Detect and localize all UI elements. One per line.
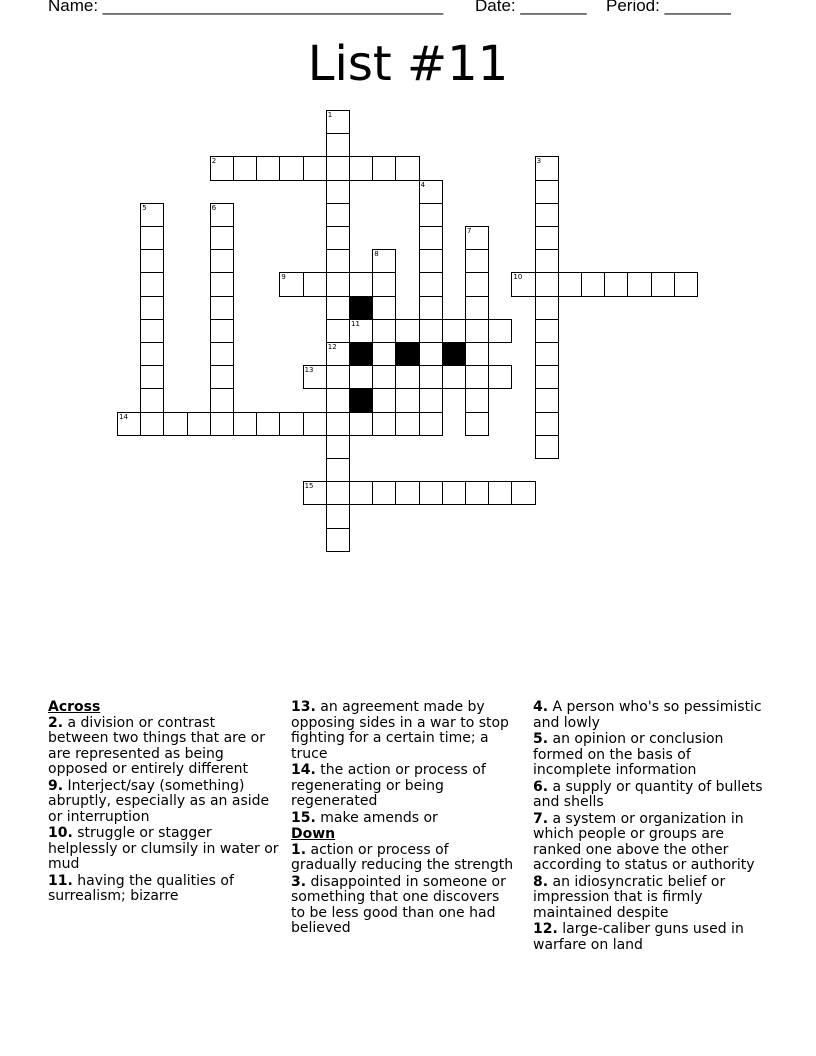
- grid-cell[interactable]: [535, 180, 559, 204]
- grid-cell[interactable]: [465, 342, 489, 366]
- grid-cell[interactable]: [372, 156, 396, 180]
- grid-cell[interactable]: [326, 365, 350, 389]
- grid-cell[interactable]: [279, 156, 303, 180]
- grid-cell[interactable]: [256, 412, 280, 436]
- grid-cell[interactable]: [465, 296, 489, 320]
- down-clue: 5. an opinion or conclusion formed on the basis of incomplete information: [533, 731, 724, 778]
- grid-cell[interactable]: [372, 388, 396, 412]
- grid-cell[interactable]: [140, 272, 164, 296]
- grid-cell[interactable]: [535, 272, 559, 296]
- grid-cell[interactable]: [465, 481, 489, 505]
- down-clue: 7. a system or organization in which people or groups are ranked one above the other according to status or authority: [533, 810, 755, 873]
- cell-number: 1: [327, 111, 333, 119]
- grid-cell[interactable]: [210, 412, 234, 436]
- grid-cell[interactable]: [349, 365, 373, 389]
- grid-cell[interactable]: [372, 319, 396, 343]
- grid-cell[interactable]: [303, 272, 327, 296]
- grid-cell[interactable]: [395, 365, 419, 389]
- grid-cell[interactable]: [210, 388, 234, 412]
- grid-cell[interactable]: [488, 365, 512, 389]
- grid-cell[interactable]: [303, 365, 327, 389]
- grid-cell[interactable]: [442, 481, 466, 505]
- grid-cell[interactable]: [372, 365, 396, 389]
- cell-number: 6: [211, 203, 217, 212]
- grid-cell[interactable]: [233, 412, 257, 436]
- grid-cell[interactable]: [419, 296, 443, 320]
- grid-cell[interactable]: [349, 481, 373, 505]
- grid-cell[interactable]: [372, 412, 396, 436]
- grid-cell[interactable]: [326, 504, 350, 528]
- cell-number: 12: [327, 343, 337, 351]
- clue-column-1: [48, 700, 280, 906]
- grid-cell[interactable]: [419, 203, 443, 227]
- grid-cell[interactable]: [326, 528, 350, 552]
- grid-cell[interactable]: [279, 272, 303, 296]
- grid-cell[interactable]: [535, 226, 559, 250]
- cell-number: 14: [119, 412, 128, 421]
- grid-cell[interactable]: [535, 435, 559, 459]
- grid-cell[interactable]: [372, 296, 396, 320]
- grid-cell[interactable]: [326, 180, 350, 204]
- grid-cell[interactable]: [419, 180, 443, 204]
- across-clue: 11. having the qualities of surrealism; bizarre: [48, 872, 234, 904]
- grid-cell[interactable]: [326, 435, 350, 459]
- down-clue: 6. a supply or quantity of bullets and shells: [533, 778, 763, 810]
- cell-number: 8: [374, 250, 379, 259]
- clue-column-2: [291, 700, 517, 938]
- down-clue: 8. an idiosyncratic belief or impression that is firmly maintained despite: [533, 873, 726, 921]
- cell-number: 9: [281, 273, 286, 282]
- across-clue: 9. Interject/say (something) abruptly, especially as an aside or interruption: [48, 777, 270, 825]
- name-field[interactable]: Name: ____________________________________: [48, 0, 444, 15]
- grid-cell[interactable]: [210, 272, 234, 296]
- grid-cell[interactable]: [210, 296, 234, 320]
- grid-cell[interactable]: [140, 203, 164, 227]
- grid-cell[interactable]: [581, 272, 605, 296]
- period-field[interactable]: Period: _______: [606, 0, 731, 15]
- grid-cell[interactable]: [326, 412, 350, 436]
- cell-number: 4: [420, 180, 426, 189]
- grid-cell[interactable]: [140, 342, 164, 366]
- cell-number: 11: [351, 319, 360, 328]
- grid-cell[interactable]: [326, 110, 350, 134]
- grid-cell[interactable]: [372, 481, 396, 505]
- grid-cell[interactable]: [419, 319, 443, 343]
- grid-cell[interactable]: [465, 319, 489, 343]
- grid-cell[interactable]: [535, 365, 559, 389]
- grid-cell[interactable]: [395, 412, 419, 436]
- across-clue: 2. a division or contrast between two things that are or are represented as being opposed or entirely different: [48, 714, 265, 777]
- grid-cell[interactable]: [349, 319, 373, 343]
- black-cell: [349, 296, 373, 320]
- grid-cell[interactable]: [395, 156, 419, 180]
- grid-cell[interactable]: [511, 272, 535, 296]
- grid-cell[interactable]: [535, 319, 559, 343]
- grid-cell[interactable]: [419, 249, 443, 273]
- grid-cell[interactable]: [465, 412, 489, 436]
- grid-cell[interactable]: [326, 481, 350, 505]
- grid-cell[interactable]: [349, 272, 373, 296]
- down-clue: 1. action or process of gradually reducing the strength: [291, 841, 514, 873]
- page-title: List #11: [307, 36, 509, 92]
- grid-cell[interactable]: [419, 365, 443, 389]
- grid-cell[interactable]: [187, 412, 211, 436]
- grid-cell[interactable]: [558, 272, 582, 296]
- down-clue: 4. A person who's so pessimistic and lowly: [533, 699, 762, 731]
- grid-cell[interactable]: [372, 249, 396, 273]
- grid-cell[interactable]: [303, 412, 327, 436]
- grid-cell[interactable]: [488, 481, 512, 505]
- grid-cell[interactable]: [140, 319, 164, 343]
- grid-cell[interactable]: [535, 296, 559, 320]
- grid-cell[interactable]: [140, 296, 164, 320]
- grid-cell[interactable]: [210, 249, 234, 273]
- grid-cell[interactable]: [117, 412, 141, 436]
- down-heading: Down: [291, 826, 336, 842]
- black-cell: [395, 342, 419, 366]
- grid-cell[interactable]: [326, 249, 350, 273]
- header: [0, 0, 816, 20]
- grid-cell[interactable]: [674, 272, 698, 296]
- cell-number: 7: [467, 227, 472, 235]
- grid-cell[interactable]: [372, 342, 396, 366]
- grid-cell[interactable]: [140, 412, 164, 436]
- grid-cell[interactable]: [465, 365, 489, 389]
- grid-cell[interactable]: [140, 226, 164, 250]
- grid-cell[interactable]: [349, 156, 373, 180]
- grid-cell[interactable]: [140, 249, 164, 273]
- grid-cell[interactable]: [326, 203, 350, 227]
- grid-cell[interactable]: [465, 272, 489, 296]
- date-field[interactable]: Date: _______: [475, 0, 587, 15]
- black-cell: [349, 342, 373, 366]
- grid-cell[interactable]: [326, 458, 350, 482]
- grid-cell[interactable]: [326, 296, 350, 320]
- grid-cell[interactable]: [535, 156, 559, 180]
- black-cell: [349, 388, 373, 412]
- grid-cell[interactable]: [372, 272, 396, 296]
- grid-cell[interactable]: [210, 342, 234, 366]
- grid-cell[interactable]: [488, 319, 512, 343]
- grid-cell[interactable]: [210, 156, 234, 180]
- grid-cell[interactable]: [326, 272, 350, 296]
- grid-cell[interactable]: [465, 249, 489, 273]
- grid-cell[interactable]: [419, 388, 443, 412]
- grid-cell[interactable]: [326, 388, 350, 412]
- grid-cell[interactable]: [326, 342, 350, 366]
- grid-cell[interactable]: [535, 342, 559, 366]
- grid-cell[interactable]: [442, 365, 466, 389]
- grid-cell[interactable]: [163, 412, 187, 436]
- grid-cell[interactable]: [604, 272, 628, 296]
- grid-cell[interactable]: [140, 388, 164, 412]
- grid-cell[interactable]: [279, 412, 303, 436]
- grid-cell[interactable]: [535, 249, 559, 273]
- grid-cell[interactable]: [651, 272, 675, 296]
- cell-number: 13: [304, 366, 314, 375]
- grid-cell[interactable]: [326, 226, 350, 250]
- grid-cell[interactable]: [326, 133, 350, 157]
- down-clue: 3. disappointed in someone or something that one discovers to be less good than one had believed: [291, 873, 506, 936]
- grid-cell[interactable]: [326, 156, 350, 180]
- grid-cell[interactable]: [303, 156, 327, 180]
- clue-column-3: [533, 700, 765, 954]
- grid-cell[interactable]: [303, 481, 327, 505]
- grid-cell[interactable]: [256, 156, 280, 180]
- black-cell: [442, 342, 466, 366]
- grid-cell[interactable]: [395, 481, 419, 505]
- grid-cell[interactable]: [395, 319, 419, 343]
- grid-cell[interactable]: [442, 319, 466, 343]
- grid-cell[interactable]: [210, 226, 234, 250]
- grid-cell[interactable]: [140, 365, 164, 389]
- cell-number: 5: [142, 203, 147, 212]
- grid-cell[interactable]: [465, 226, 489, 250]
- across-heading: Across: [48, 699, 101, 715]
- grid-cell[interactable]: [535, 203, 559, 227]
- grid-cell[interactable]: [511, 481, 535, 505]
- down-clue: 12. large-caliber guns used in warfare on land: [533, 921, 744, 953]
- grid-cell[interactable]: [535, 412, 559, 436]
- grid-cell[interactable]: [210, 203, 234, 227]
- across-clue: 14. the action or process of regenerating or being regenerated: [291, 762, 486, 809]
- grid-cell[interactable]: [535, 388, 559, 412]
- across-clue: 13. an agreement made by opposing sides in a war to stop fighting for a certain time; a truce: [291, 699, 509, 762]
- cell-number: 15: [304, 482, 314, 491]
- across-clue: 10. struggle or stagger helplessly or clumsily in water or mud: [48, 825, 279, 872]
- grid-cell[interactable]: [419, 481, 443, 505]
- grid-cell[interactable]: [210, 319, 234, 343]
- grid-cell[interactable]: [210, 365, 234, 389]
- grid-cell[interactable]: [419, 412, 443, 436]
- grid-cell[interactable]: [233, 156, 257, 180]
- grid-cell[interactable]: [627, 272, 651, 296]
- grid-cell[interactable]: [349, 412, 373, 436]
- cell-number: 10: [513, 273, 523, 282]
- grid-cell[interactable]: [326, 319, 350, 343]
- grid-cell[interactable]: [419, 342, 443, 366]
- cell-number: 3: [536, 157, 542, 166]
- across-clue: 15. make amends or: [291, 809, 438, 826]
- grid-cell[interactable]: [419, 272, 443, 296]
- cell-number: 2: [211, 157, 217, 166]
- grid-cell[interactable]: [419, 226, 443, 250]
- grid-cell[interactable]: [465, 388, 489, 412]
